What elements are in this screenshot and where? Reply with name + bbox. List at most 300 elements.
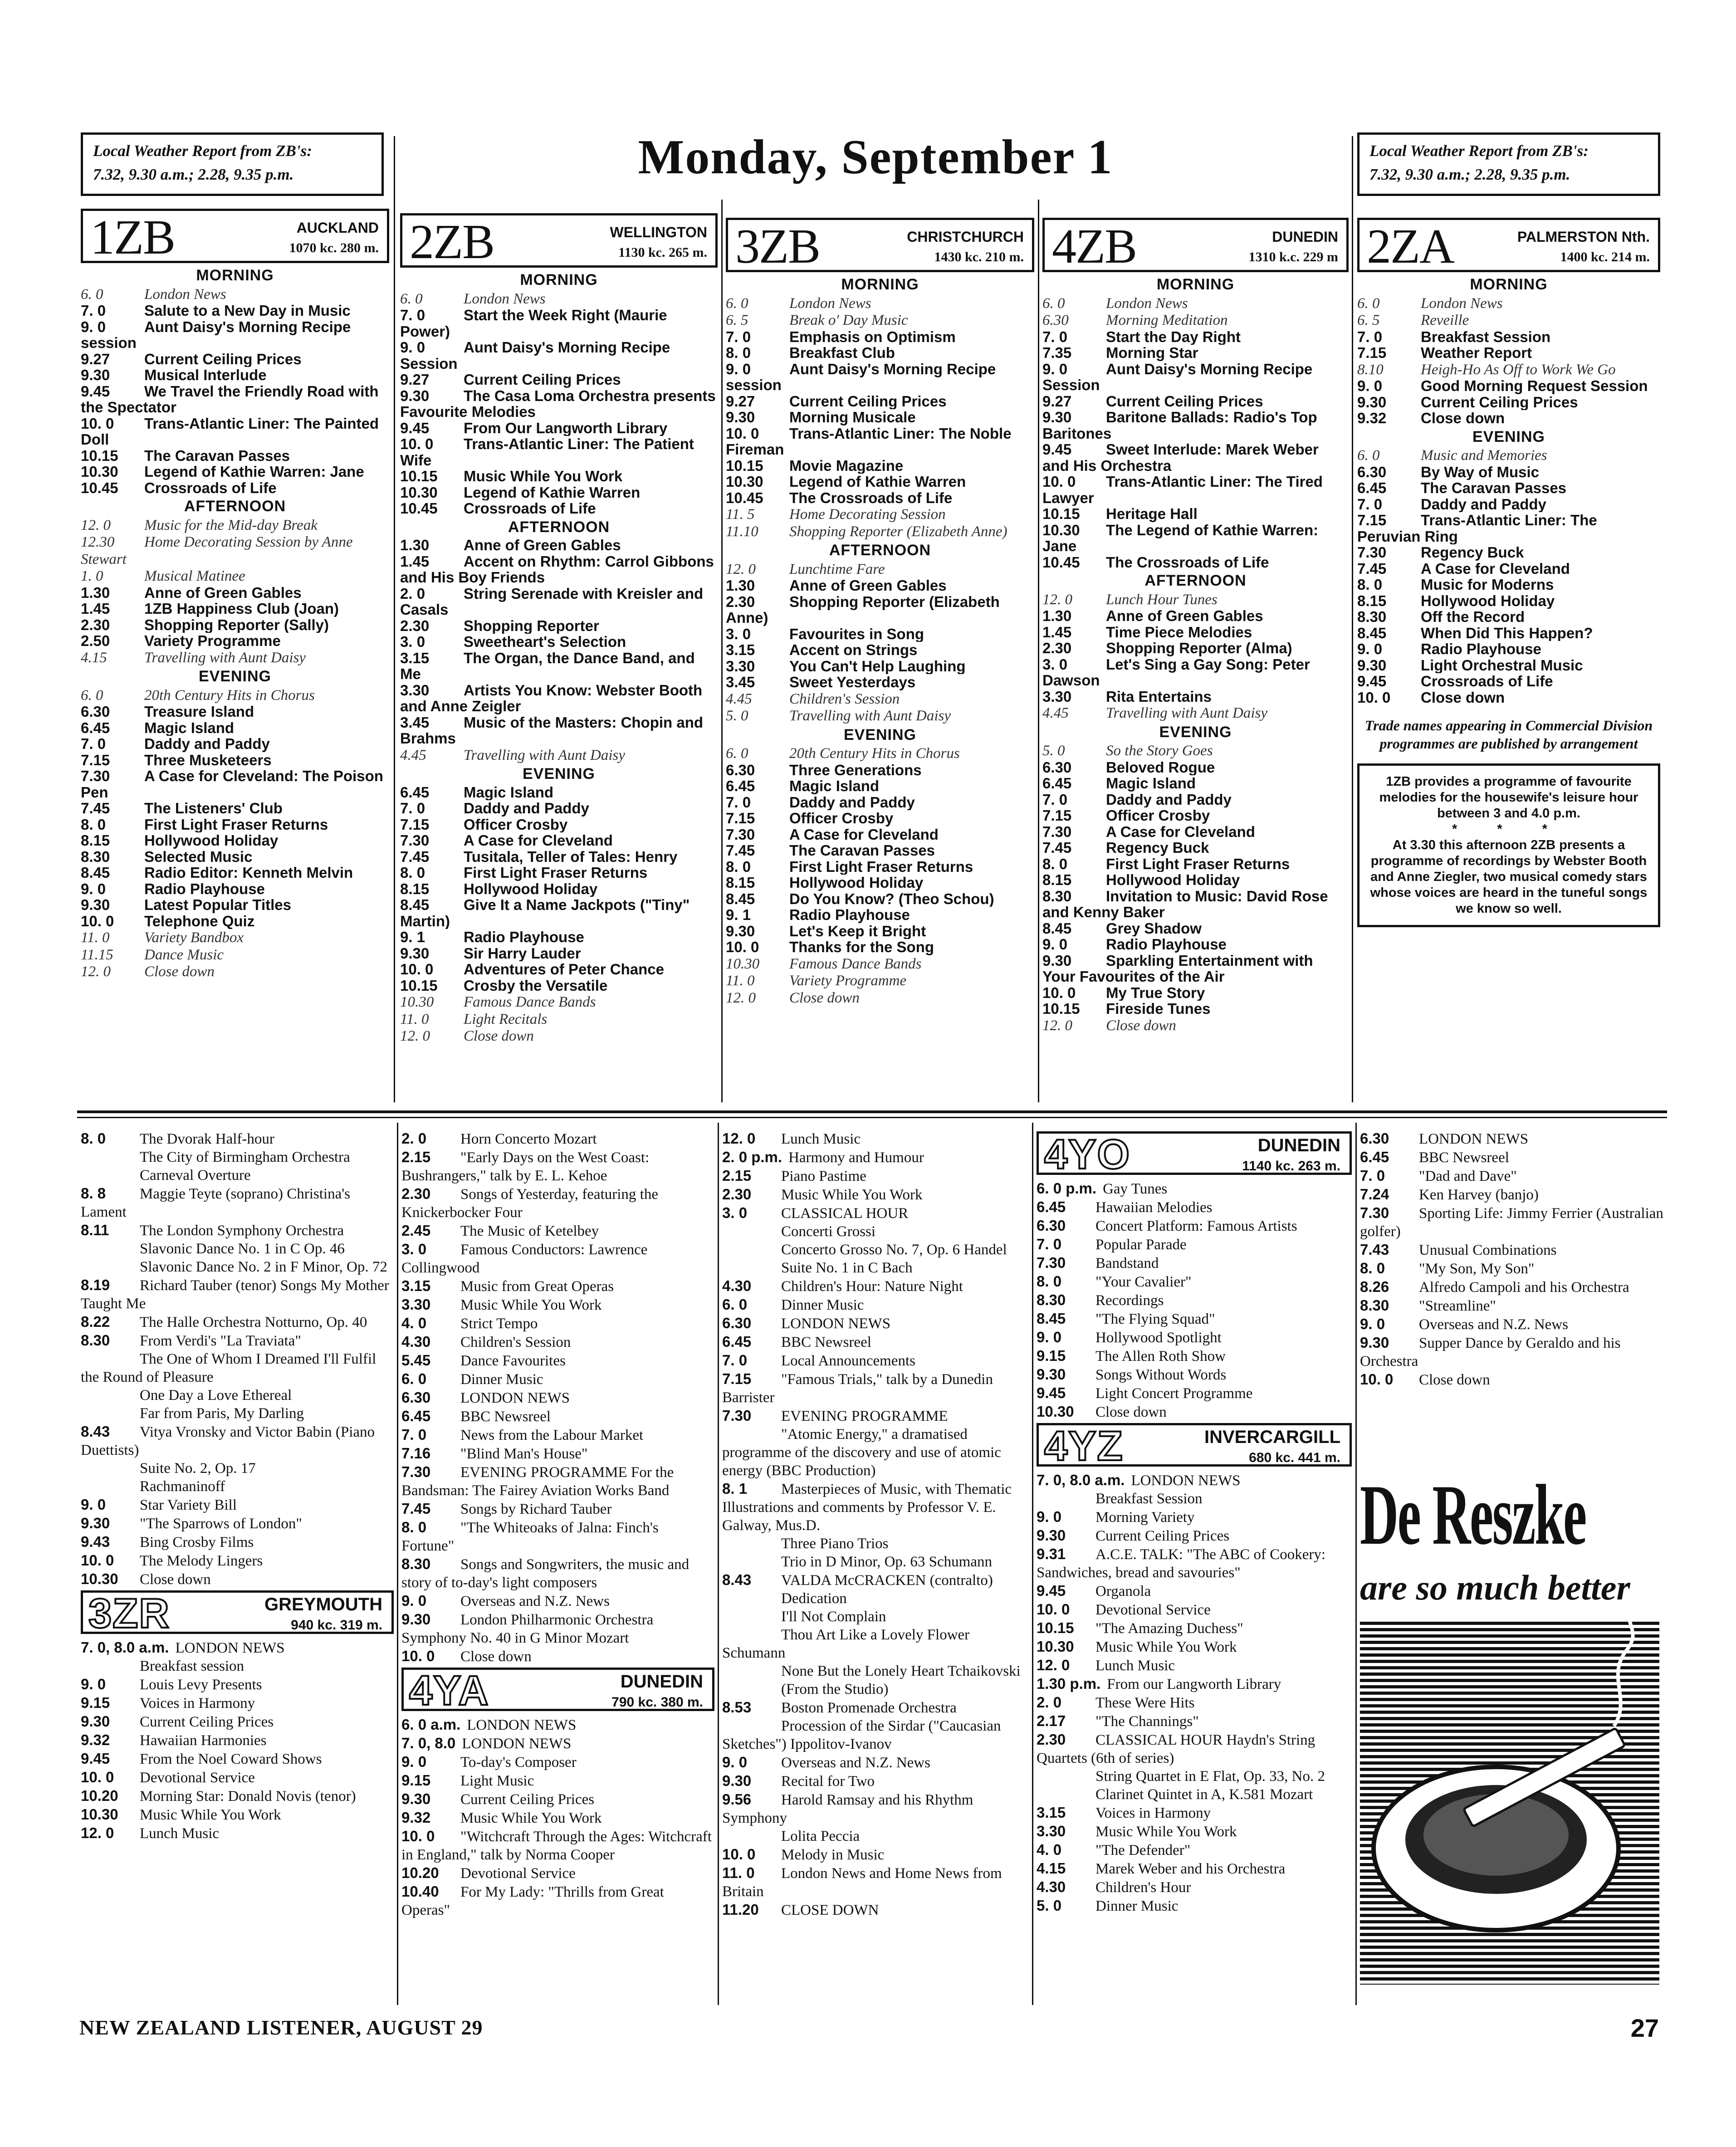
- programme-title: Morning Meditation: [1106, 312, 1228, 328]
- programme-title: Home Decorating Session by Anne Stewart: [81, 534, 353, 567]
- programme-item: [400, 634, 718, 650]
- programme-item: [722, 1407, 1030, 1425]
- programme-title: Officer Crosby: [1106, 807, 1210, 824]
- programme-item: [726, 810, 1034, 827]
- programme-title: The London Symphony Orchestra: [140, 1223, 344, 1239]
- programme-time: 7. 0: [722, 1352, 748, 1369]
- programme-item: [401, 1592, 714, 1610]
- programme-title: First Light Fraser Returns: [789, 858, 973, 875]
- programme-title: Officer Crosby: [789, 810, 894, 827]
- programme-title: Close down: [1421, 410, 1505, 426]
- programme-time: 9.30: [1042, 952, 1072, 969]
- programme-title: Rita Entertains: [1106, 688, 1212, 704]
- programme-time: 2.30: [81, 616, 110, 633]
- programme-item: [726, 393, 1034, 410]
- programme-item: [1037, 1365, 1352, 1384]
- programme-title: Let's Keep it Bright: [789, 923, 926, 939]
- programme-time: 8.45: [400, 897, 430, 913]
- programme-item: [1037, 1897, 1352, 1915]
- programme-time: 7.15: [81, 752, 110, 768]
- programme-time: 8.19: [81, 1276, 110, 1293]
- programme-item: [1037, 1490, 1352, 1508]
- programme-item: [401, 1185, 714, 1222]
- programme-item: [401, 1351, 714, 1370]
- programme-item: [81, 865, 389, 881]
- programme-time: 9.27: [400, 372, 430, 388]
- programme-item: [81, 303, 389, 319]
- programme-item: [400, 290, 718, 308]
- programme-time: 10.40: [401, 1883, 439, 1900]
- programme-title: Music from Great Operas: [460, 1278, 614, 1295]
- programme-item: [722, 1662, 1030, 1680]
- programme-time: 6.45: [401, 1408, 431, 1424]
- programme-list: [1037, 1179, 1352, 1421]
- programme-title: Current Ceiling Prices: [789, 393, 947, 409]
- station-frequency: 1130 kc. 265 m.: [618, 245, 707, 260]
- programme-title: London News: [789, 295, 871, 312]
- programme-title: Trio in D Minor, Op. 63 Schumann: [781, 1554, 992, 1570]
- page-number: 27: [1630, 2014, 1659, 2042]
- programme-time: 7.30: [1357, 544, 1387, 561]
- programme-title: "Famous Trials," talk by a Dunedin Barrister: [722, 1371, 993, 1406]
- station-city: WELLINGTON: [610, 224, 707, 240]
- programme-title: BBC Newsreel: [460, 1409, 551, 1425]
- programme-title: Close down: [1106, 1017, 1176, 1034]
- programme-title: Travelling with Aunt Daisy: [144, 649, 306, 666]
- programme-time: 8.10: [1357, 361, 1384, 378]
- programme-title: CLASSICAL HOUR: [781, 1205, 909, 1222]
- programme-item: [1037, 1291, 1352, 1310]
- programme-item: [1042, 1017, 1349, 1034]
- section-heading-morning: MORNING: [1156, 276, 1235, 293]
- programme-time: 8. 0: [81, 816, 106, 832]
- programme-title: LONDON NEWS: [1419, 1131, 1529, 1147]
- programme-item: [81, 351, 389, 367]
- programme-title: A Case for Cleveland: [1421, 560, 1570, 577]
- programme-list: [1042, 591, 1349, 722]
- programme-item: [81, 1570, 394, 1589]
- programme-time: 9. 0: [400, 339, 425, 356]
- programme-item: [726, 955, 1034, 973]
- section-rule: [77, 1117, 1667, 1118]
- programme-title: Voices in Harmony: [1095, 1805, 1211, 1821]
- programme-time: 6.45: [81, 719, 110, 736]
- programme-title: Lunch Music: [781, 1131, 861, 1147]
- programme-item: [1042, 295, 1349, 312]
- programme-list: [722, 1130, 1030, 1919]
- programme-item: [81, 1750, 394, 1768]
- programme-title: Legend of Kathie Warren: [464, 484, 641, 500]
- station-call-sign: 4YZ: [1044, 1423, 1124, 1469]
- programme-title: Concerto Grosso No. 7, Op. 6 Handel: [781, 1242, 1007, 1258]
- programme-time: 9.30: [81, 1713, 110, 1730]
- programme-time: 8.15: [726, 875, 755, 891]
- programme-time: 1.30 p.m.: [1037, 1675, 1101, 1692]
- programme-item: [1037, 1582, 1352, 1600]
- programme-title: Music for the Mid-day Break: [144, 517, 318, 533]
- programme-title: Dedication: [781, 1590, 847, 1607]
- programme-time: 11. 0: [722, 1864, 755, 1881]
- programme-time: 12. 0: [81, 1824, 114, 1841]
- programme-list: [400, 784, 718, 1045]
- programme-item: [81, 881, 389, 897]
- programme-item: [726, 907, 1034, 923]
- programme-title: Devotional Service: [460, 1865, 576, 1882]
- programme-title: Close down: [789, 989, 860, 1006]
- programme-time: 2. 0: [401, 1130, 427, 1147]
- programme-time: 9.30: [1037, 1527, 1066, 1544]
- programme-item: [400, 832, 718, 849]
- programme-title: Heigh-Ho As Off to Work We Go: [1421, 361, 1616, 378]
- programme-item: [1357, 673, 1660, 690]
- programme-title: Travelling with Aunt Daisy: [464, 747, 625, 763]
- programme-item: [1042, 656, 1349, 689]
- programme-item: [1360, 1130, 1664, 1148]
- programme-item: [81, 963, 389, 980]
- weather-note-line: Local Weather Report from ZB's:: [1369, 142, 1589, 160]
- programme-item: [1037, 1675, 1352, 1693]
- programme-item: [1042, 345, 1349, 361]
- programme-item: [400, 484, 718, 501]
- programme-item: [722, 1901, 1030, 1919]
- programme-title: Hollywood Holiday: [464, 880, 598, 897]
- programme-title: Fireside Tunes: [1106, 1001, 1211, 1017]
- programme-time: 6. 0: [81, 687, 103, 704]
- programme-time: 6.45: [1037, 1198, 1066, 1215]
- programme-item: [401, 1240, 714, 1277]
- programme-item: [1042, 704, 1349, 722]
- programme-title: Invitation to Music: David Rose and Kenny Baker: [1042, 888, 1328, 920]
- programme-title: "Streamline": [1419, 1298, 1496, 1314]
- programme-title: Lunch Music: [140, 1825, 220, 1842]
- programme-item: [81, 517, 389, 534]
- programme-item: [722, 1680, 1030, 1698]
- programme-title: BBC Newsreel: [781, 1334, 871, 1350]
- programme-item: [726, 312, 1034, 329]
- programme-time: 9. 0: [81, 1496, 106, 1513]
- programme-title: A Case for Cleveland: [464, 832, 613, 849]
- programme-time: 8.45: [81, 865, 110, 881]
- programme-item: [1042, 759, 1349, 776]
- programme-time: 6.45: [1360, 1149, 1389, 1165]
- programme-title: Harold Ramsay and his Rhythm Symphony: [722, 1792, 973, 1826]
- programme-item: [81, 800, 389, 817]
- programme-title: Gay Tunes: [1103, 1181, 1168, 1197]
- programme-time: 8.43: [81, 1423, 110, 1440]
- programme-title: Daddy and Paddy: [1421, 496, 1546, 512]
- programme-item: [400, 1027, 718, 1045]
- station-frequency: 1400 kc. 214 m.: [1560, 249, 1650, 264]
- programme-item: [726, 626, 1034, 642]
- programme-time: 7.15: [400, 816, 430, 832]
- programme-time: 9.31: [1037, 1545, 1066, 1562]
- programme-time: 10. 0: [401, 1828, 435, 1844]
- programme-item: [401, 1407, 714, 1426]
- programme-item: [722, 1130, 1030, 1148]
- programme-item: [1357, 641, 1660, 657]
- programme-time: 7.30: [400, 832, 430, 849]
- advertisement: [1360, 1467, 1668, 2016]
- programme-title: The Dvorak Half-hour: [140, 1131, 274, 1147]
- section-heading-evening: EVENING: [198, 668, 272, 685]
- programme-title: Morning Variety: [1095, 1509, 1195, 1526]
- programme-time: 9.15: [401, 1772, 431, 1789]
- programme-time: 9.30: [722, 1772, 752, 1789]
- programme-item: [1037, 1310, 1352, 1328]
- programme-item: [1360, 1278, 1664, 1296]
- programme-item: [400, 978, 718, 994]
- programme-title: Music While You Work: [781, 1187, 923, 1203]
- programme-title: Children's Session: [789, 690, 900, 707]
- programme-title: The Listeners' Club: [144, 800, 283, 817]
- programme-time: 7. 0: [1042, 328, 1068, 345]
- programme-item: [1037, 1471, 1352, 1490]
- programme-item: [722, 1790, 1030, 1827]
- programme-item: [1042, 936, 1349, 953]
- programme-time: 2. 0: [400, 585, 425, 602]
- programme-item: [1042, 824, 1349, 840]
- programme-item: [1037, 1600, 1352, 1619]
- programme-time: 8.15: [1357, 592, 1387, 609]
- programme-title: Close down: [464, 1028, 534, 1044]
- promo-divider: * * *: [1452, 822, 1565, 836]
- programme-title: Current Ceiling Prices: [144, 351, 302, 367]
- programme-list: [81, 1638, 394, 1843]
- programme-time: 11. 0: [400, 1011, 429, 1027]
- programme-item: [1357, 609, 1660, 625]
- programme-title: Daddy and Paddy: [464, 800, 589, 817]
- programme-title: Light Orchestral Music: [1421, 657, 1583, 673]
- programme-time: 10.30: [400, 484, 438, 500]
- programme-item: [726, 707, 1034, 724]
- programme-time: 3.30: [400, 682, 430, 699]
- programme-time: 9.30: [726, 409, 755, 425]
- page-title: Monday, September 1: [638, 130, 1113, 184]
- programme-title: CLOSE DOWN: [781, 1902, 879, 1918]
- programme-title: LONDON NEWS: [175, 1640, 285, 1656]
- programme-item: [1037, 1785, 1352, 1804]
- programme-time: 7. 0: [81, 736, 106, 752]
- programme-item: [400, 817, 718, 833]
- programme-item: [81, 1551, 394, 1570]
- programme-item: [81, 736, 389, 752]
- programme-title: Songs by Richard Tauber: [460, 1501, 612, 1517]
- programme-item: [400, 747, 718, 764]
- programme-item: [81, 601, 389, 617]
- programme-title: EVENING PROGRAMME For the Bandsman: The Fairey Aviation Works Band: [401, 1464, 674, 1499]
- programme-time: 8.30: [81, 1332, 110, 1349]
- programme-item: [400, 897, 718, 929]
- programme-title: Morning Musicale: [789, 409, 916, 425]
- station-header-3zb: [726, 218, 1034, 272]
- programme-title: Sparkling Entertainment with Your Favourites of the Air: [1042, 952, 1313, 985]
- programme-time: 10.15: [400, 468, 438, 484]
- weather-note-line: Local Weather Report from ZB's:: [93, 142, 312, 160]
- programme-time: 2.15: [722, 1167, 752, 1184]
- programme-time: 7.45: [1357, 560, 1387, 577]
- programme-item: [1357, 690, 1660, 706]
- programme-item: [400, 618, 718, 634]
- programme-title: Crossroads of Life: [464, 500, 596, 517]
- programme-item: [1357, 410, 1660, 426]
- programme-item: [726, 842, 1034, 859]
- programme-title: To-day's Composer: [460, 1754, 577, 1770]
- programme-title: From Verdi's "La Traviata": [140, 1333, 301, 1349]
- weather-note-times: 7.32, 9.30 a.m.; 2.28, 9.35 p.m.: [93, 166, 294, 183]
- programme-item: [401, 1734, 714, 1753]
- weather-note-left: [81, 132, 384, 196]
- programme-time: 4.45: [400, 747, 426, 763]
- programme-item: [1042, 640, 1349, 656]
- programme-item: [1357, 657, 1660, 674]
- station-header-3zr: [81, 1590, 394, 1637]
- programme-title: Popular Parade: [1095, 1237, 1187, 1253]
- programme-title: Famous Conductors: Lawrence Collingwood: [401, 1242, 648, 1276]
- programme-time: 1.30: [726, 577, 755, 594]
- programme-item: [1357, 577, 1660, 593]
- programme-title: The City of Birmingham Orchestra: [140, 1149, 350, 1165]
- programme-title: London Philharmonic Orchestra Symphony No. 40 in G Minor Mozart: [401, 1612, 654, 1646]
- programme-time: 8. 0: [1357, 577, 1383, 593]
- programme-title: A Case for Cleveland: [1106, 823, 1255, 840]
- programme-item: [401, 1753, 714, 1771]
- programme-time: 8. 0: [400, 865, 425, 881]
- programme-time: 2. 0 p.m.: [722, 1149, 782, 1165]
- station-header-4yo: [1037, 1131, 1352, 1178]
- programme-item: [726, 923, 1034, 939]
- programme-title: Current Ceiling Prices: [1421, 394, 1578, 410]
- programme-item: [722, 1370, 1030, 1407]
- programme-time: 1.30: [81, 584, 110, 601]
- programme-time: 9.27: [81, 351, 110, 367]
- programme-item: [81, 1404, 394, 1423]
- programme-title: The Melody Lingers: [140, 1553, 263, 1569]
- programme-time: 10.15: [1042, 1001, 1080, 1017]
- programme-item: [726, 762, 1034, 778]
- programme-time: 9. 1: [400, 929, 425, 945]
- column-rule: [1032, 1123, 1033, 2005]
- programme-title: Songs of Yesterday, featuring the Knickerbocker Four: [401, 1186, 658, 1221]
- programme-time: 11.20: [722, 1901, 759, 1918]
- programme-title: Do You Know? (Theo Schou): [789, 890, 994, 907]
- programme-time: 5. 0: [726, 708, 748, 724]
- programme-title: Radio Playhouse: [1421, 641, 1541, 657]
- programme-title: LONDON NEWS: [1131, 1472, 1241, 1489]
- programme-item: [722, 1167, 1030, 1185]
- programme-time: 3.15: [1037, 1804, 1066, 1821]
- programme-item: [1042, 522, 1349, 554]
- programme-time: 9. 0: [401, 1753, 427, 1770]
- programme-title: Anne of Green Gables: [464, 537, 621, 553]
- programme-list: [81, 687, 389, 980]
- programme-item: [81, 1166, 394, 1184]
- programme-time: 9. 0: [1042, 936, 1068, 953]
- station-frequency: 1430 kc. 210 m.: [934, 249, 1024, 264]
- programme-title: Vitya Vronsky and Victor Babin (Piano Duettists): [81, 1424, 375, 1458]
- programme-item: [400, 586, 718, 618]
- programme-time: 9. 0: [1042, 361, 1068, 377]
- programme-time: 9.30: [81, 897, 110, 913]
- station-header-2za: [1357, 218, 1660, 272]
- programme-title: Dinner Music: [781, 1297, 864, 1313]
- programme-time: 9.32: [1357, 410, 1387, 426]
- programme-item: [81, 1386, 394, 1404]
- programme-title: Light Music: [460, 1773, 534, 1789]
- programme-item: [1037, 1272, 1352, 1291]
- programme-title: Three Piano Trios: [781, 1536, 889, 1552]
- programme-time: 2.45: [401, 1222, 431, 1239]
- programme-item: [401, 1333, 714, 1351]
- programme-title: Songs and Songwriters, the music and story of to-day's light composers: [401, 1556, 690, 1591]
- programme-item: [1037, 1235, 1352, 1254]
- programme-item: [726, 490, 1034, 506]
- programme-title: Sir Harry Lauder: [464, 945, 581, 961]
- programme-list: [1357, 447, 1660, 705]
- programme-item: [1037, 1545, 1352, 1582]
- programme-title: Shopping Reporter (Sally): [144, 616, 329, 633]
- ashtray-cigarette-illustration: [1360, 1622, 1659, 1985]
- programme-time: 7.15: [722, 1370, 752, 1387]
- programme-item: [401, 1463, 714, 1500]
- programme-title: Treasure Island: [144, 704, 254, 720]
- programme-item: [722, 1259, 1030, 1277]
- programme-item: [726, 690, 1034, 708]
- programme-title: Accent on Rhythm: Carrol Gibbons and His Boy Friends: [400, 553, 714, 586]
- programme-title: Dinner Music: [460, 1371, 543, 1388]
- programme-item: [81, 633, 389, 649]
- programme-time: 6. 0: [400, 290, 423, 307]
- programme-time: 1.30: [1042, 608, 1072, 624]
- programme-time: 1. 0: [81, 568, 103, 584]
- programme-time: 8.15: [1042, 872, 1072, 888]
- programme-title: Magic Island: [789, 778, 880, 794]
- programme-item: [1037, 1878, 1352, 1897]
- programme-title: These Were Hits: [1095, 1695, 1195, 1711]
- programme-item: [401, 1370, 714, 1389]
- programme-time: 10. 0: [722, 1846, 756, 1863]
- programme-item: [400, 420, 718, 436]
- programme-time: 6.45: [1357, 480, 1387, 496]
- programme-item: [401, 1148, 714, 1185]
- programme-item: [81, 367, 389, 383]
- programme-time: 9.30: [401, 1790, 431, 1807]
- programme-time: 8.26: [1360, 1278, 1389, 1295]
- programme-title: Telephone Quiz: [144, 913, 255, 929]
- section-heading-evening: EVENING: [1472, 428, 1545, 445]
- programme-time: 3. 0: [401, 1241, 427, 1257]
- programme-time: 1.30: [400, 537, 430, 553]
- programme-time: 10.20: [401, 1864, 439, 1881]
- programme-item: [722, 1296, 1030, 1314]
- programme-time: 12. 0: [726, 561, 756, 577]
- programme-item: [1357, 496, 1660, 513]
- programme-title: Bing Crosby Films: [140, 1534, 254, 1550]
- programme-title: Dance Music: [144, 946, 224, 963]
- programme-item: [401, 1222, 714, 1240]
- programme-title: Concert Platform: Famous Artists: [1095, 1218, 1297, 1234]
- programme-time: 3.45: [726, 674, 755, 690]
- programme-item: [401, 1518, 714, 1555]
- station-column-4zb: [1042, 218, 1349, 1034]
- programme-time: 11.15: [81, 946, 113, 963]
- programme-title: Bandstand: [1095, 1255, 1159, 1272]
- programme-time: 7. 0, 8.0: [401, 1735, 456, 1751]
- programme-title: Current Ceiling Prices: [460, 1791, 595, 1808]
- programme-title: Rachmaninoff: [140, 1478, 225, 1495]
- programme-title: Music While You Work: [1095, 1639, 1237, 1655]
- programme-title: My True Story: [1106, 984, 1205, 1001]
- programme-title: The Caravan Passes: [789, 842, 935, 859]
